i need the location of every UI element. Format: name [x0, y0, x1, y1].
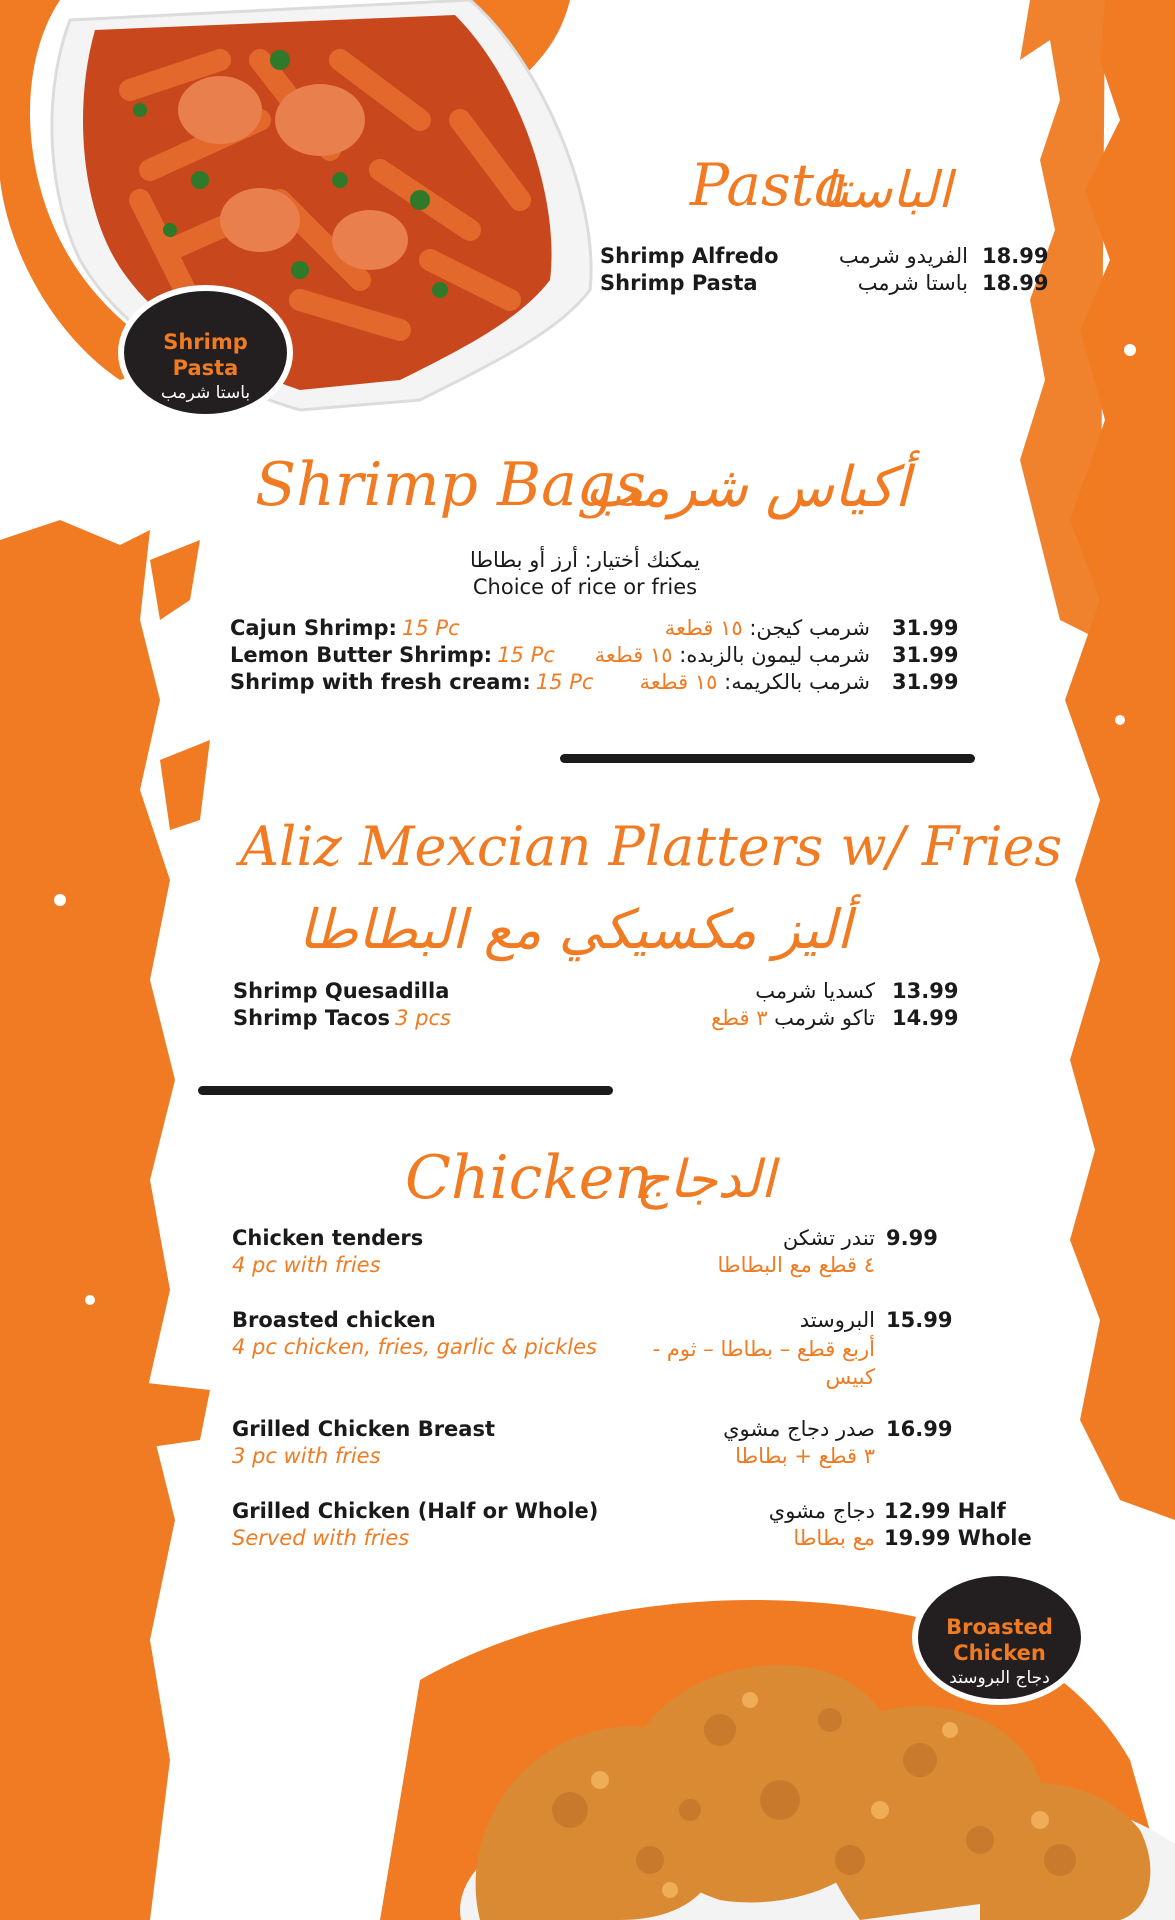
chicken-item-2-name: Broasted chicken [232, 1308, 436, 1332]
shrimp-pasta-badge [118, 285, 293, 420]
badge-line-2: Pasta [172, 356, 239, 380]
shrimp-bag-row [230, 616, 460, 643]
shrimp-bags-title-en: Shrimp Bags [255, 450, 647, 520]
shrimp-pasta-image [0, 0, 610, 420]
chicken-title-ar: الدجاج [635, 1150, 775, 1210]
chicken-item-2-price: 15.99 [886, 1308, 953, 1332]
mexican-item-1-price: 13.99 [892, 979, 959, 1003]
shrimp-bag-price: 31.99 [892, 643, 959, 667]
pasta-item-2-price: 18.99 [982, 271, 1049, 295]
shrimp-bags-subtitle-en: Choice of rice or fries [472, 575, 698, 599]
chicken-item-3-arabic: صدر دجاج مشوي [723, 1417, 875, 1441]
chicken-title-en: Chicken [405, 1143, 653, 1213]
section-divider [560, 754, 975, 763]
badge-line-2: Chicken [953, 1641, 1046, 1665]
chicken-item-1-arabic-desc: ٤ قطع مع البطاطا [717, 1253, 875, 1277]
shrimp-bag-arabic-name: شرمب كيجن: [749, 616, 870, 640]
mexican-item-1-name: Shrimp Quesadilla [233, 979, 450, 1003]
chicken-item-1-arabic: تندر تشكن [782, 1226, 875, 1250]
shrimp-bag-arabic-name: شرمب ليمون بالزبده: [679, 643, 870, 667]
mexican-item-2-price: 14.99 [892, 1006, 959, 1030]
chicken-item-3-price: 16.99 [886, 1417, 953, 1441]
shrimp-bag-price: 31.99 [892, 670, 959, 694]
shrimp-bags-subtitle-ar: يمكنك أختيار: أرز أو بطاطا [469, 548, 701, 572]
shrimp-bag-arabic-qty: ١٥ قطعة [594, 643, 673, 667]
shrimp-bags-title-ar: أكياس شرمب [584, 455, 910, 520]
shrimp-bag-price: 31.99 [892, 616, 959, 640]
shrimp-bag-arabic-name: شرمب بالكريمه: [724, 670, 870, 694]
shrimp-bag-name: Shrimp with fresh cream: [230, 670, 531, 694]
chicken-item-4-price-half: 12.99 Half [884, 1499, 1006, 1523]
chicken-item-3-name: Grilled Chicken Breast [232, 1417, 496, 1441]
chicken-item-4-arabic: دجاج مشوي [768, 1499, 875, 1523]
shrimp-bag-arabic [570, 616, 870, 640]
chicken-item-4-desc: Served with fries [232, 1526, 410, 1550]
shrimp-bag-arabic-qty: ١٥ قطعة [664, 616, 743, 640]
mexican-item-2-arabic-qty: ٣ قطع [711, 1006, 768, 1030]
chicken-item-3-arabic-desc: ٣ قطع + بطاطا [735, 1444, 875, 1468]
pasta-item-1-name: Shrimp Alfredo [600, 244, 779, 268]
chicken-item-1-price: 9.99 [886, 1226, 938, 1250]
shrimp-bag-row [230, 643, 555, 670]
broasted-chicken-badge [912, 1570, 1087, 1705]
chicken-item-3-desc: 3 pc with fries [232, 1444, 381, 1468]
shrimp-bag-arabic-qty: ١٥ قطعة [639, 670, 718, 694]
pasta-item-1-arabic: الفريدو شرمب [838, 244, 968, 268]
pasta-item-2-name: Shrimp Pasta [600, 271, 758, 295]
pasta-item-2-arabic: باستا شرمب [857, 271, 968, 295]
chicken-item-4-arabic-desc: مع بطاطا [793, 1526, 875, 1550]
shrimp-bag-name: Lemon Butter Shrimp: [230, 643, 493, 667]
badge-arabic: باستا شرمب [160, 383, 251, 403]
pasta-title-en: Pasta [690, 151, 849, 219]
mexican-title-ar: أليز مكسيكي مع البطاطا [298, 898, 852, 961]
mexican-item-1-arabic: كسديا شرمب [755, 979, 875, 1003]
chicken-item-2-desc: 4 pc chicken, fries, garlic & pickles [232, 1335, 597, 1359]
shrimp-bag-name: Cajun Shrimp: [230, 616, 397, 640]
badge-arabic: دجاج البروستد [949, 1668, 1050, 1688]
badge-line-1: Broasted [946, 1615, 1053, 1639]
shrimp-bag-arabic [570, 670, 870, 694]
chicken-item-4-price-whole: 19.99 Whole [884, 1526, 1032, 1550]
section-divider [198, 1086, 613, 1095]
shrimp-bag-qty: 15 Pc [497, 643, 555, 667]
mexican-item-2-arabic [580, 1006, 875, 1030]
chicken-item-2-arabic-desc: أربع قطع – بطاطا – ثوم - كبيس [652, 1337, 875, 1389]
mexican-item-2 [233, 1006, 451, 1033]
mexican-item-2-qty: 3 pcs [395, 1006, 451, 1030]
mexican-item-2-name: Shrimp Tacos [233, 1006, 391, 1030]
mexican-item-2-arabic-name: تاكو شرمب [774, 1006, 875, 1030]
pasta-title-ar: الباستا [820, 161, 952, 219]
chicken-item-1-desc: 4 pc with fries [232, 1253, 381, 1277]
chicken-item-2-arabic: البروستد [799, 1308, 875, 1332]
badge-line-1: Shrimp [163, 330, 248, 354]
shrimp-bag-qty: 15 Pc [535, 670, 594, 694]
chicken-item-4-name: Grilled Chicken (Half or Whole) [232, 1499, 599, 1523]
shrimp-bag-qty: 15 Pc [402, 616, 460, 640]
pasta-item-1-price: 18.99 [982, 244, 1049, 268]
chicken-item-1-name: Chicken tenders [232, 1226, 424, 1250]
mexican-title-en: Aliz Mexcian Platters w/ Fries [240, 815, 1063, 878]
shrimp-bag-row [230, 670, 593, 697]
shrimp-bag-arabic [570, 643, 870, 667]
